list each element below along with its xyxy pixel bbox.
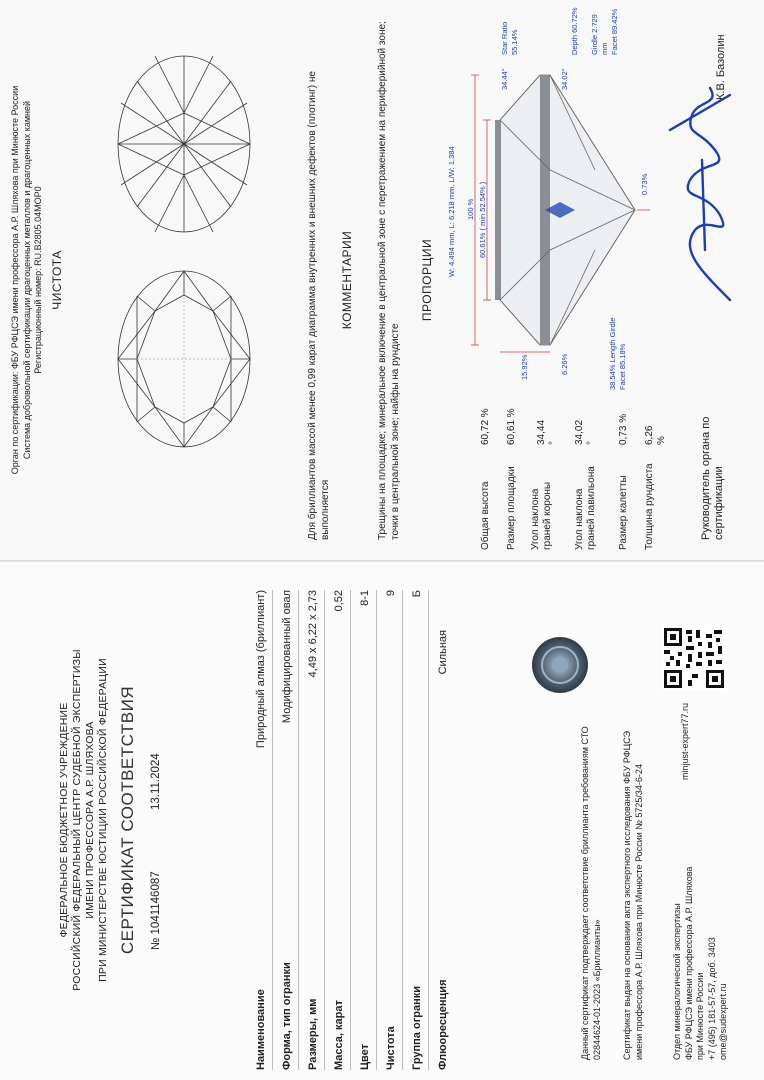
row-label: Форма, тип огранки	[281, 962, 293, 1070]
proportion-row	[530, 419, 559, 550]
row-label: Наименование	[255, 989, 267, 1070]
institution-header	[58, 600, 110, 1040]
certification-organ	[10, 20, 45, 540]
row-label: Чистота	[385, 1026, 397, 1070]
proportion-row	[644, 425, 667, 550]
proportion-label: Размер площадки	[506, 466, 517, 550]
contact-line: при Минюсте России	[695, 972, 705, 1060]
table-row	[276, 590, 299, 1070]
certificate-date: 13.11.2024	[150, 753, 162, 810]
clarity-note: Для бриллиантов массой менее 0,99 карат диаграмма внутренних и внешних дефектов (плотинг) не выполняется	[307, 71, 331, 540]
proportion-row	[506, 400, 518, 550]
signatory-title: Руководитель органа по сертификации	[700, 416, 725, 540]
proportion-value: 34,44 °	[536, 419, 559, 445]
crown-height-label: 15.92%	[520, 354, 529, 380]
pavilion-view-diagram	[115, 53, 253, 235]
qr-code-icon[interactable]	[662, 626, 726, 690]
table-row	[380, 590, 403, 1070]
header-line: ФЕДЕРАЛЬНОЕ БЮДЖЕТНОЕ УЧРЕЖДЕНИЕ	[58, 702, 70, 938]
row-value: Сильная	[437, 630, 449, 675]
contact-block	[672, 867, 730, 1060]
table-row	[302, 590, 325, 1070]
proportion-value: 60,72 %	[480, 408, 491, 445]
organ-line: Регистрационный номер: RU.B2805.04MOP0	[33, 186, 43, 374]
proportion-value: 34,02 °	[574, 419, 597, 445]
organ-line: Система добровольной сертификации драгоценных металлов и драгоценных камней	[21, 100, 32, 460]
pavilion-angle-label: 34.02°	[560, 68, 569, 90]
row-value: 9	[385, 590, 397, 597]
row-value: Модифицированный овал	[281, 590, 293, 724]
proportion-label: Размер калетты	[618, 475, 629, 550]
header-line: РОССИЙСКИЙ ФЕДЕРАЛЬНЫЙ ЦЕНТР СУДЕБНОЙ ЭКСПЕРТИЗЫ	[71, 649, 83, 991]
proportion-row	[618, 400, 630, 550]
header-line: ПРИ МИНИСТЕРСТВЕ ЮСТИЦИИ РОССИЙСКОЙ ФЕДЕРАЦИИ	[97, 658, 109, 982]
handwritten-signature	[660, 80, 750, 310]
girdle-percent-label: 6.26%	[560, 353, 569, 375]
signatory-name: К.В. Базолин	[715, 34, 727, 100]
row-value: 4,49 x 6,22 x 2,73	[307, 590, 319, 678]
row-label: Цвет	[359, 1043, 371, 1070]
contact-line: ome@sudexpert.ru	[718, 983, 728, 1060]
row-label: Флюоресценция	[437, 979, 449, 1070]
table-row	[406, 590, 429, 1070]
table-percent-label: 60.61% ( min 52.54% )	[478, 181, 487, 258]
header-line: ИМЕНИ ПРОФЕССОРА А.Р. ШЛЯХОВА	[84, 721, 96, 919]
dims-label: W: 4.494 mm, L: 6.218 mm, L/W: 1.384	[447, 146, 456, 277]
contact-line: ФБУ РФЦСЭ имени профессора А.Р. Шляхова	[683, 866, 694, 1060]
table-row	[328, 590, 351, 1070]
star-ratio-label: Star Ratio 55.14%	[500, 21, 519, 55]
girdle-label: Girdle 2.729 mm	[590, 14, 609, 55]
row-value: 0,52	[333, 590, 345, 612]
proportion-label: Толщина рундиста	[644, 463, 655, 550]
crown-angle-label: 34.44°	[500, 68, 509, 90]
proportion-label: Угол наклона граней короны	[530, 481, 553, 550]
row-label: Группа огранки	[411, 985, 423, 1070]
proportions-title: ПРОПОРЦИИ	[420, 238, 434, 322]
contact-line: +7 (495) 181-57-57, доб. 3403	[706, 937, 717, 1060]
certificate-title: СЕРТИФИКАТ СООТВЕТСТВИЯ	[118, 685, 137, 955]
conformity-statement: Данный сертификат подтверждает соответствие бриллианта требованиям СТО 02844624-01-2023 «Бриллианты»	[580, 726, 602, 1060]
row-value: 8-1	[359, 590, 371, 606]
crown-view-diagram	[115, 268, 253, 450]
proportion-value: 0,73 %	[618, 413, 629, 445]
facet-label: Facet 89.42%	[610, 8, 619, 55]
table-row	[354, 590, 377, 1070]
proportion-label: Угол наклона граней павильона	[574, 466, 597, 550]
proportion-row	[574, 419, 598, 550]
depth-label: Depth 60.72%	[570, 7, 579, 55]
row-label: Масса, карат	[333, 1000, 345, 1070]
hologram-seal-icon	[530, 635, 590, 695]
comments-title: КОММЕНТАРИИ	[340, 230, 354, 330]
row-value: Б	[411, 590, 423, 598]
clarity-title: ЧИСТОТА	[50, 250, 64, 310]
proportion-label: Общая высота	[480, 481, 491, 550]
full-width-label: 100 %	[466, 198, 475, 220]
comments-text: Трещины на площадке; минеральное включение в центральной зоне с перетражением на периферийной зоне; точки в центральной зоне; найфы на рундисте	[377, 21, 401, 540]
proportion-row	[480, 400, 492, 550]
culet-label: 0.73%	[640, 173, 649, 195]
lower-girdle-label: 38.54% Length Girdle Facet 85.18%	[608, 317, 627, 390]
proportion-value: 60,61 %	[506, 408, 517, 445]
website-link[interactable]: minjust-expert77.ru	[680, 702, 690, 780]
row-label: Размеры, мм	[307, 998, 319, 1070]
certificate-number: № 1041146087	[150, 871, 162, 950]
row-value: Природный алмаз (бриллиант)	[255, 590, 267, 749]
table-row	[432, 590, 454, 1070]
organ-line: Орган по сертификации: ФБУ РФЦСЭ имени профессора А.Р. Шляхова при Минюсте России	[10, 85, 20, 475]
proportion-value: 6,26 %	[644, 425, 667, 445]
issuance-basis: Сертификат выдан на основании акта экспертного исследования ФБУ РФЦСЭ имени профессора А.Р. Шляхова при Минюсте России № 5725/34-6-24	[622, 730, 644, 1060]
contact-line: Отдел минералогической экспертизы	[672, 903, 682, 1060]
certificate-front-page	[0, 560, 764, 1080]
table-row	[250, 590, 273, 1070]
